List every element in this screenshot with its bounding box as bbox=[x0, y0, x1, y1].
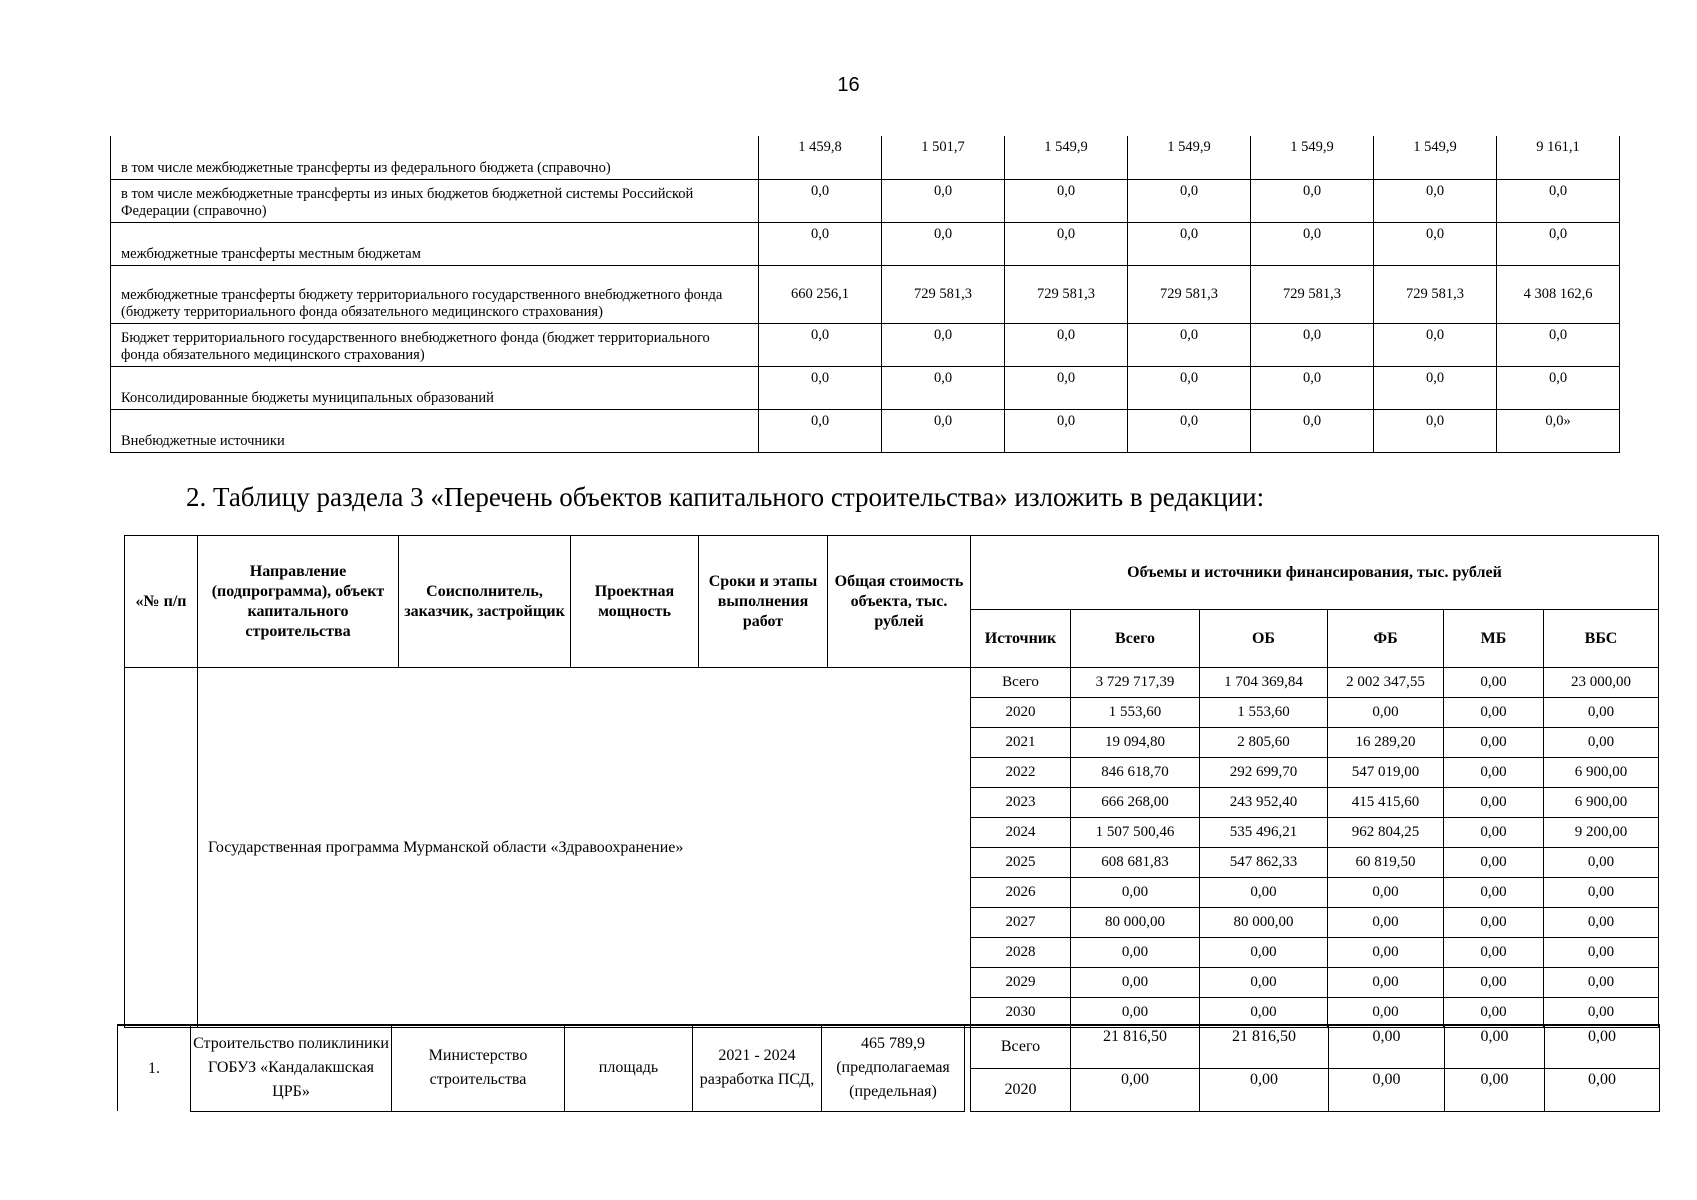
source-cell: 2023 bbox=[971, 788, 1071, 818]
vbs-cell: 0,00 bbox=[1544, 908, 1659, 938]
value-cell: 1 549,9 bbox=[1128, 136, 1251, 179]
value-cell: 0,0 bbox=[882, 222, 1005, 265]
fb-cell: 0,00 bbox=[1328, 908, 1444, 938]
value-cell: 0,0 bbox=[1497, 323, 1620, 366]
vbs-cell: 0,00 bbox=[1544, 998, 1659, 1028]
object-vbs-cell: 0,00 bbox=[1545, 1025, 1660, 1068]
value-cell: 0,0 bbox=[882, 409, 1005, 452]
value-cell: 1 549,9 bbox=[1005, 136, 1128, 179]
source-cell: 2024 bbox=[971, 818, 1071, 848]
value-cell: 0,0 bbox=[1497, 366, 1620, 409]
header-mb: МБ bbox=[1444, 610, 1544, 668]
value-cell: 0,0 bbox=[1128, 222, 1251, 265]
source-cell: Всего bbox=[971, 668, 1071, 698]
value-cell: 0,0 bbox=[1251, 409, 1374, 452]
value-cell: 0,0 bbox=[1128, 366, 1251, 409]
value-cell: 0,0 bbox=[1497, 222, 1620, 265]
value-cell: 4 308 162,6 bbox=[1497, 265, 1620, 323]
value-cell: 0,0 bbox=[882, 366, 1005, 409]
vbs-cell: 0,00 bbox=[1544, 968, 1659, 998]
header-vbs: ВБС bbox=[1544, 610, 1659, 668]
value-cell: 1 459,8 bbox=[759, 136, 882, 179]
fb-cell: 0,00 bbox=[1328, 998, 1444, 1028]
source-cell: 2027 bbox=[971, 908, 1071, 938]
ob-cell: 80 000,00 bbox=[1200, 908, 1328, 938]
value-cell: 0,0 bbox=[759, 323, 882, 366]
header-total: Всего bbox=[1071, 610, 1200, 668]
value-cell: 0,0 bbox=[1005, 366, 1128, 409]
value-cell: 0,0 bbox=[1251, 323, 1374, 366]
mb-cell: 0,00 bbox=[1444, 938, 1544, 968]
fb-cell: 16 289,20 bbox=[1328, 728, 1444, 758]
fb-cell: 2 002 347,55 bbox=[1328, 668, 1444, 698]
object-mb-cell: 0,00 bbox=[1445, 1068, 1545, 1111]
mb-cell: 0,00 bbox=[1444, 728, 1544, 758]
ob-cell: 0,00 bbox=[1200, 998, 1328, 1028]
vbs-cell: 6 900,00 bbox=[1544, 758, 1659, 788]
value-cell: 0,0 bbox=[1005, 222, 1128, 265]
mb-cell: 0,00 bbox=[1444, 878, 1544, 908]
fb-cell: 0,00 bbox=[1328, 938, 1444, 968]
ob-cell: 0,00 bbox=[1200, 938, 1328, 968]
total-cell: 846 618,70 bbox=[1071, 758, 1200, 788]
object-coexecutor: Министерство строительства bbox=[392, 1025, 565, 1111]
header-direction: Направление (подпрограмма), объект капитального строительства bbox=[198, 536, 399, 668]
header-capacity: Проектная мощность bbox=[571, 536, 699, 668]
value-cell: 1 501,7 bbox=[882, 136, 1005, 179]
value-cell: 0,0 bbox=[1005, 323, 1128, 366]
value-cell: 729 581,3 bbox=[1374, 265, 1497, 323]
value-cell: 0,0 bbox=[759, 409, 882, 452]
ob-cell: 1 553,60 bbox=[1200, 698, 1328, 728]
program-name: Государственная программа Мурманской области «Здравоохранение» bbox=[198, 668, 971, 1028]
vbs-cell: 0,00 bbox=[1544, 728, 1659, 758]
header-source: Источник bbox=[971, 610, 1071, 668]
vbs-cell: 0,00 bbox=[1544, 938, 1659, 968]
header-fb: ФБ bbox=[1328, 610, 1444, 668]
vbs-cell: 0,00 bbox=[1544, 698, 1659, 728]
total-cell: 80 000,00 bbox=[1071, 908, 1200, 938]
header-number: «№ п/п bbox=[125, 536, 198, 668]
object-source-cell: Всего bbox=[971, 1025, 1071, 1068]
value-cell: 0,0» bbox=[1497, 409, 1620, 452]
source-cell: 2026 bbox=[971, 878, 1071, 908]
table-row bbox=[111, 366, 1620, 409]
table-row bbox=[111, 265, 1620, 323]
row-label: в том числе межбюджетные трансферты из федерального бюджета (справочно) bbox=[111, 136, 759, 179]
header-cost: Общая стоимость объекта, тыс. рублей bbox=[828, 536, 971, 668]
value-cell: 729 581,3 bbox=[1251, 265, 1374, 323]
ob-cell: 1 704 369,84 bbox=[1200, 668, 1328, 698]
total-cell: 0,00 bbox=[1071, 878, 1200, 908]
vbs-cell: 0,00 bbox=[1544, 848, 1659, 878]
header-funding: Объемы и источники финансирования, тыс. рублей bbox=[971, 536, 1659, 610]
ob-cell: 243 952,40 bbox=[1200, 788, 1328, 818]
source-cell: 2030 bbox=[971, 998, 1071, 1028]
total-cell: 608 681,83 bbox=[1071, 848, 1200, 878]
object-total-cell: 0,00 bbox=[1071, 1068, 1200, 1111]
value-cell: 0,0 bbox=[882, 323, 1005, 366]
vbs-cell: 6 900,00 bbox=[1544, 788, 1659, 818]
value-cell: 729 581,3 bbox=[882, 265, 1005, 323]
vbs-cell: 23 000,00 bbox=[1544, 668, 1659, 698]
value-cell: 9 161,1 bbox=[1497, 136, 1620, 179]
total-cell: 19 094,80 bbox=[1071, 728, 1200, 758]
value-cell: 1 549,9 bbox=[1374, 136, 1497, 179]
table-row bbox=[125, 668, 1659, 698]
value-cell: 0,0 bbox=[759, 179, 882, 222]
object-ob-cell: 21 816,50 bbox=[1200, 1025, 1329, 1068]
vbs-cell: 9 200,00 bbox=[1544, 818, 1659, 848]
header-terms: Сроки и этапы выполнения работ bbox=[699, 536, 828, 668]
value-cell: 0,0 bbox=[1374, 366, 1497, 409]
value-cell: 0,0 bbox=[1374, 409, 1497, 452]
value-cell: 0,0 bbox=[1005, 409, 1128, 452]
table-row bbox=[111, 136, 1620, 179]
row-label: межбюджетные трансферты бюджету территориального государственного внебюджетного фонда (бюджету территориального фонда обязательного медицинского страхования) bbox=[111, 265, 759, 323]
mb-cell: 0,00 bbox=[1444, 758, 1544, 788]
object-fb-cell: 0,00 bbox=[1329, 1068, 1445, 1111]
object-fb-cell: 0,00 bbox=[1329, 1025, 1445, 1068]
table-row bbox=[111, 179, 1620, 222]
table-row bbox=[111, 323, 1620, 366]
value-cell: 0,0 bbox=[1251, 366, 1374, 409]
mb-cell: 0,00 bbox=[1444, 668, 1544, 698]
budget-transfers-table bbox=[110, 136, 1620, 453]
header-ob: ОБ bbox=[1200, 610, 1328, 668]
value-cell: 0,0 bbox=[1005, 179, 1128, 222]
source-cell: 2029 bbox=[971, 968, 1071, 998]
header-coexecutor: Соисполнитель, заказчик, застройщик bbox=[399, 536, 571, 668]
value-cell: 729 581,3 bbox=[1005, 265, 1128, 323]
value-cell: 0,0 bbox=[1251, 222, 1374, 265]
source-cell: 2028 bbox=[971, 938, 1071, 968]
value-cell: 0,0 bbox=[1374, 179, 1497, 222]
mb-cell: 0,00 bbox=[1444, 698, 1544, 728]
fb-cell: 547 019,00 bbox=[1328, 758, 1444, 788]
row-label: Внебюджетные источники bbox=[111, 409, 759, 452]
ob-cell: 535 496,21 bbox=[1200, 818, 1328, 848]
object-ob-cell: 0,00 bbox=[1200, 1068, 1329, 1111]
mb-cell: 0,00 bbox=[1444, 788, 1544, 818]
fb-cell: 60 819,50 bbox=[1328, 848, 1444, 878]
row-label: Бюджет территориального государственного внебюджетного фонда (бюджет территориального фонда обязательного медицинского страхования) bbox=[111, 323, 759, 366]
total-cell: 0,00 bbox=[1071, 998, 1200, 1028]
total-cell: 1 553,60 bbox=[1071, 698, 1200, 728]
fb-cell: 0,00 bbox=[1328, 698, 1444, 728]
value-cell: 0,0 bbox=[759, 366, 882, 409]
value-cell: 660 256,1 bbox=[759, 265, 882, 323]
ob-cell: 0,00 bbox=[1200, 968, 1328, 998]
object-capacity: площадь bbox=[565, 1025, 693, 1111]
ob-cell: 0,00 bbox=[1200, 878, 1328, 908]
value-cell: 0,0 bbox=[1128, 179, 1251, 222]
mb-cell: 0,00 bbox=[1444, 908, 1544, 938]
value-cell: 0,0 bbox=[1497, 179, 1620, 222]
capital-construction-table bbox=[124, 535, 1659, 1028]
fb-cell: 415 415,60 bbox=[1328, 788, 1444, 818]
fb-cell: 0,00 bbox=[1328, 968, 1444, 998]
table-row bbox=[111, 409, 1620, 452]
value-cell: 0,0 bbox=[1374, 323, 1497, 366]
ob-cell: 2 805,60 bbox=[1200, 728, 1328, 758]
value-cell: 1 549,9 bbox=[1251, 136, 1374, 179]
value-cell: 0,0 bbox=[1374, 222, 1497, 265]
value-cell: 729 581,3 bbox=[1128, 265, 1251, 323]
object-terms: 2021 - 2024 разработка ПСД, bbox=[693, 1025, 822, 1111]
value-cell: 0,0 bbox=[1128, 323, 1251, 366]
source-cell: 2025 bbox=[971, 848, 1071, 878]
row-label: межбюджетные трансферты местным бюджетам bbox=[111, 222, 759, 265]
total-cell: 1 507 500,46 bbox=[1071, 818, 1200, 848]
total-cell: 0,00 bbox=[1071, 938, 1200, 968]
total-cell: 666 268,00 bbox=[1071, 788, 1200, 818]
total-cell: 3 729 717,39 bbox=[1071, 668, 1200, 698]
object-vbs-cell: 0,00 bbox=[1545, 1068, 1660, 1111]
source-cell: 2022 bbox=[971, 758, 1071, 788]
mb-cell: 0,00 bbox=[1444, 818, 1544, 848]
total-cell: 0,00 bbox=[1071, 968, 1200, 998]
value-cell: 0,0 bbox=[882, 179, 1005, 222]
fb-cell: 0,00 bbox=[1328, 878, 1444, 908]
ob-cell: 292 699,70 bbox=[1200, 758, 1328, 788]
row-label: в том числе межбюджетные трансферты из иных бюджетов бюджетной системы Российской Федерации (справочно) bbox=[111, 179, 759, 222]
mb-cell: 0,00 bbox=[1444, 968, 1544, 998]
object-mb-cell: 0,00 bbox=[1445, 1025, 1545, 1068]
object-row-table bbox=[117, 1024, 1660, 1112]
value-cell: 0,0 bbox=[759, 222, 882, 265]
object-total-cell: 21 816,50 bbox=[1071, 1025, 1200, 1068]
object-name: Строительство поликлиники ГОБУЗ «Кандалакшская ЦРБ» bbox=[191, 1025, 392, 1111]
mb-cell: 0,00 bbox=[1444, 998, 1544, 1028]
section-heading: 2. Таблицу раздела 3 «Перечень объектов капитального строительства» изложить в редакции: bbox=[186, 482, 1265, 512]
page-number: 16 bbox=[837, 74, 860, 96]
object-number: 1. bbox=[118, 1025, 191, 1111]
value-cell: 0,0 bbox=[1128, 409, 1251, 452]
mb-cell: 0,00 bbox=[1444, 848, 1544, 878]
object-cost: 465 789,9 (предполагаемая (предельная) bbox=[822, 1025, 965, 1111]
program-number-cell bbox=[125, 668, 198, 1028]
row-label: Консолидированные бюджеты муниципальных образований bbox=[111, 366, 759, 409]
fb-cell: 962 804,25 bbox=[1328, 818, 1444, 848]
table-row bbox=[111, 222, 1620, 265]
object-source-cell: 2020 bbox=[971, 1068, 1071, 1111]
vbs-cell: 0,00 bbox=[1544, 878, 1659, 908]
source-cell: 2021 bbox=[971, 728, 1071, 758]
value-cell: 0,0 bbox=[1251, 179, 1374, 222]
source-cell: 2020 bbox=[971, 698, 1071, 728]
ob-cell: 547 862,33 bbox=[1200, 848, 1328, 878]
